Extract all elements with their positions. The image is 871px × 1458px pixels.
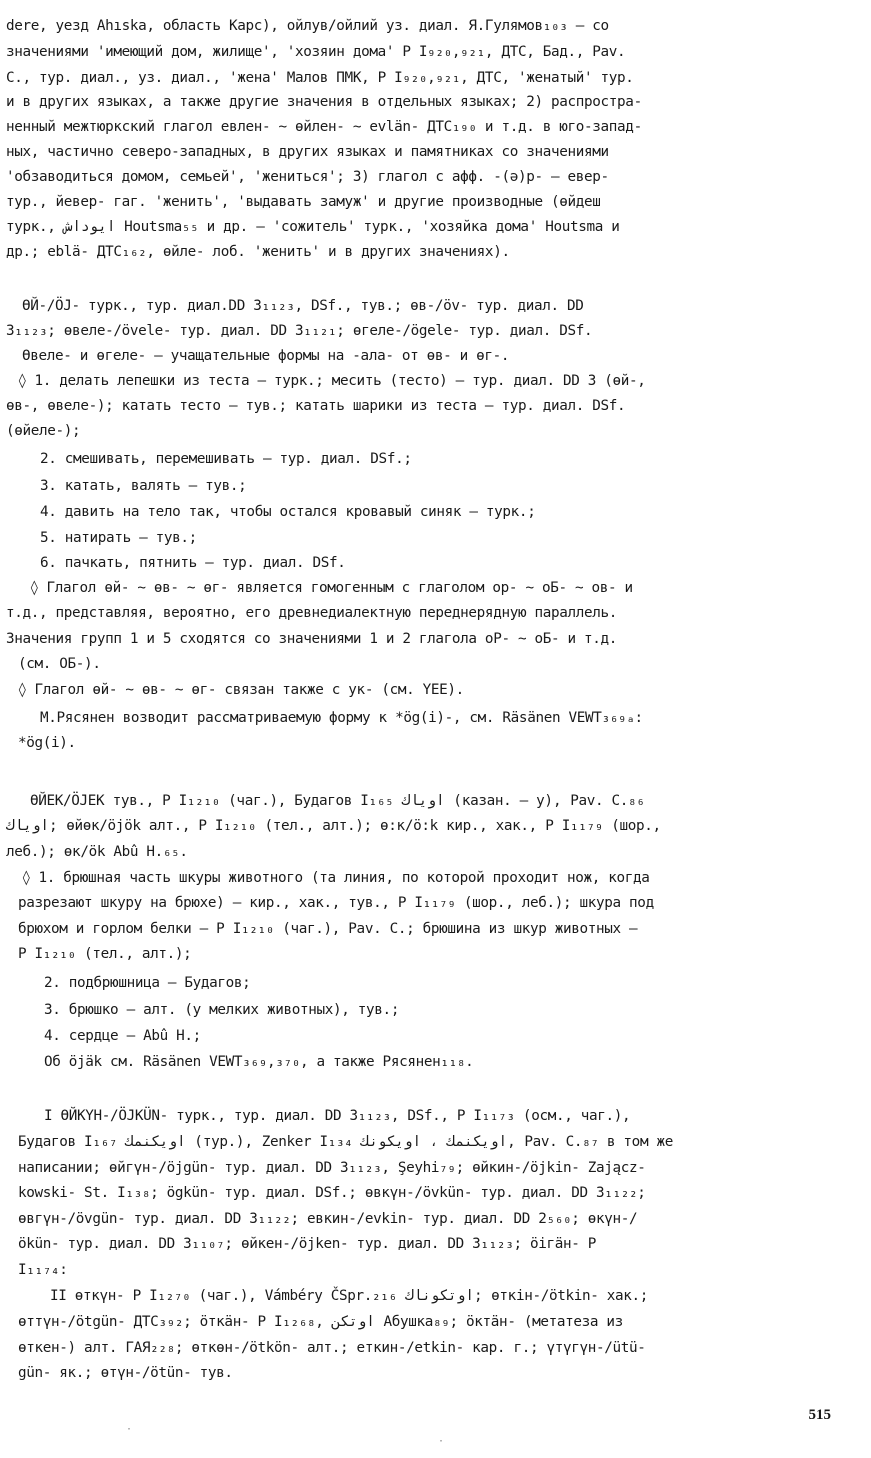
text-line: kowski- St. I₁₃₈; ögkün- тур. диал. DSf.; өвкүн-/övkün- тур. диал. DD 3₁₁₂₂; xyxy=(18,1185,646,1201)
text-line: брюхом и горлом белки – Р I₁₂₁₀ (чаг.), Pav. C.; брюшина из шкур животных – xyxy=(18,921,638,937)
text-line: ӨЙ-/ÖJ- турк., тур. диал.DD 3₁₁₂₃, DSf., тув.; өв-/öv- тур. диал. DD xyxy=(22,298,584,314)
text-line: *ög(i). xyxy=(18,735,76,751)
text-line: 6. пачкать, пятнить – тур. диал. DSf. xyxy=(40,555,346,571)
text-line: 3. брюшко – алт. (у мелких животных), тув.; xyxy=(44,1002,400,1018)
text-line: Өвеле- и өгеле- – учащательные формы на -ала- от өв- и өг-. xyxy=(22,348,510,364)
text-line: др.; eblä- ДТС₁₆₂, өйле- лоб. 'женить' и в других значениях). xyxy=(6,244,510,260)
text-line: dere, уезд Ahıska, область Карс), ойлув/ойлий уз. диал. Я.Гулямов₁₀₃ – со xyxy=(6,18,609,34)
text-line: 'обзаводиться домом, семьей', 'жениться'; 3) глагол с афф. -(ə)р- – евер- xyxy=(6,169,609,185)
text-line: I₁₁₇₄: xyxy=(18,1262,68,1278)
text-line: (өйеле-); xyxy=(6,423,81,439)
text-line: 2. подбрюшница – Будагов; xyxy=(44,975,251,991)
text-line: Будагов I₁₆₇ اويكنمك (тур.), Zenker I₁₃₄ اويكنمك ، اويكونك, Pav. C.₈₇ в том же xyxy=(18,1134,673,1150)
text-line: 3₁₁₂₃; өвеле-/övele- тур. диал. DD 3₁₁₂₁; өгеле-/ögele- тур. диал. DSf. xyxy=(6,323,593,339)
text-line: ◊ Глагол өй- ~ өв- ~ өг- связан также с ук- (см. ҮЕЕ). xyxy=(18,682,464,698)
text-line: өв-, өвеле-); катать тесто – тув.; катать шарики из теста – тур. диал. DSf. xyxy=(6,398,626,414)
text-line: اوياك; өйөк/öjök алт., Р I₁₂₁₀ (тел., алт.); ө:к/ö:k кир., хак., Р I₁₁₇₉ (шор., xyxy=(6,818,661,834)
text-line: М.Рясянен возводит рассматриваемую форму к *ög(i)-, см. Räsänen VEWT₃₆₉ₐ: xyxy=(40,710,643,726)
text-line: Р I₁₂₁₀ (тел., алт.); xyxy=(18,946,192,962)
text-line: 4. сердце – Abû H.; xyxy=(44,1028,201,1044)
text-line: леб.); өк/ök Abû H.₆₅. xyxy=(6,844,188,860)
text-line: Значения групп 1 и 5 сходятся со значениями 1 и 2 глагола оР- ~ оБ- и т.д. xyxy=(6,631,618,647)
text-line: 2. смешивать, перемешивать – тур. диал. DSf.; xyxy=(40,451,412,467)
scan-dot-mark: · xyxy=(438,1436,445,1447)
text-line: ӨЙЕК/ÖJEK тув., Р I₁₂₁₀ (чаг.), Будагов I₁₆₅ اوياك (казан. – у), Pav. C.₈₆ xyxy=(30,793,645,809)
text-line: значениями 'имеющий дом, жилище', 'хозяин дома' Р I₉₂₀,₉₂₁, ДТС, Бад., Pav. xyxy=(6,44,626,60)
text-line: ökün- тур. диал. DD 3₁₁₀₇; өйкен-/öjken- тур. диал. DD 3₁₁₂₃; öiгäн- Р xyxy=(18,1236,597,1252)
text-line: разрезают шкуру на брюхе) – кир., хак., тув., Р I₁₁₇₉ (шор., леб.); шкура под xyxy=(18,895,654,911)
text-line: I ӨЙКҮН-/ÖJKÜN- турк., тур. диал. DD 3₁₁₂₃, DSf., Р I₁₁₇₃ (осм., чаг.), xyxy=(44,1108,631,1124)
text-line: турк., ايوداش Houtsma₅₅ и др. – 'сожитель' турк., 'хозяйка дома' Houtsma и xyxy=(6,219,620,235)
text-line: ◊ Глагол өй- ~ өв- ~ өг- является гомогенным с глаголом ор- ~ оБ- ~ ов- и xyxy=(30,580,633,596)
text-line: написании; өйгүн-/öjgün- тур. диал. DD 3₁₁₂₃, Şeyhi₇₉; өйкин-/öjkin- Zającz- xyxy=(18,1160,646,1176)
text-line: 3. катать, валять – тув.; xyxy=(40,478,247,494)
text-line: 5. натирать – тув.; xyxy=(40,530,197,546)
text-line: т.д., представляя, вероятно, его древнедиалектную переднерядную параллель. xyxy=(6,605,618,621)
text-line: Об öjäk см. Räsänen VEWT₃₆₉,₃₇₀, а также Рясянен₁₁₈. xyxy=(44,1054,474,1070)
page-number: 515 xyxy=(808,1407,831,1423)
text-line: өткен-) алт. ГАЯ₂₂₈; өткөн-/ötkön- алт.; еткин-/etkin- кар. г.; үтүгүн-/ütü- xyxy=(18,1340,646,1356)
text-line: (см. ОБ-). xyxy=(18,656,101,672)
text-line: ◊ 1. брюшная часть шкуры животного (та линия, по которой проходит нож, когда xyxy=(22,870,650,886)
text-line: gün- як.; өтүн-/ötün- тув. xyxy=(18,1365,233,1381)
scan-dot-mark-2: · xyxy=(126,1424,133,1435)
text-line: өттүн-/ötgün- ДТС₃₉₂; öткäн- Р I₁₂₆₈, اوتکن Абушка₈₉; öктäн- (метатеза из xyxy=(18,1314,623,1330)
text-line: ненный межтюркский глагол евлен- ~ өйлен- ~ evlän- ДТС₁₉₀ и т.д. в юго-запад- xyxy=(6,119,642,135)
text-line: II өткүн- Р I₁₂₇₀ (чаг.), Vámbéry ČSpr.₂₁₆ اوتكوناك; өткін-/ötkin- хак.; xyxy=(50,1288,649,1304)
text-line: и в других языках, а также другие значения в отдельных языках; 2) распростра- xyxy=(6,94,642,110)
text-line: 4. давить на тело так, чтобы остался кровавый синяк – турк.; xyxy=(40,504,536,520)
text-line: ных, частично северо-западных, в других языках и памятниках со значениями xyxy=(6,144,609,160)
text-line: C., тур. диал., уз. диал., 'жена' Малов ПМК, Р I₉₂₀,₉₂₁, ДТС, 'женатый' тур. xyxy=(6,70,634,86)
text-line: ◊ 1. делать лепешки из теста – турк.; месить (тесто) – тур. диал. DD 3 (өй-, xyxy=(18,373,646,389)
text-line: өвгүн-/övgün- тур. диал. DD 3₁₁₂₂; евкин-/evkin- тур. диал. DD 2₅₆₀; өкүн-/ xyxy=(18,1211,638,1227)
text-line: тур., йевер- гаг. 'женить', 'выдавать замуж' и другие производные (өйдеш xyxy=(6,194,601,210)
